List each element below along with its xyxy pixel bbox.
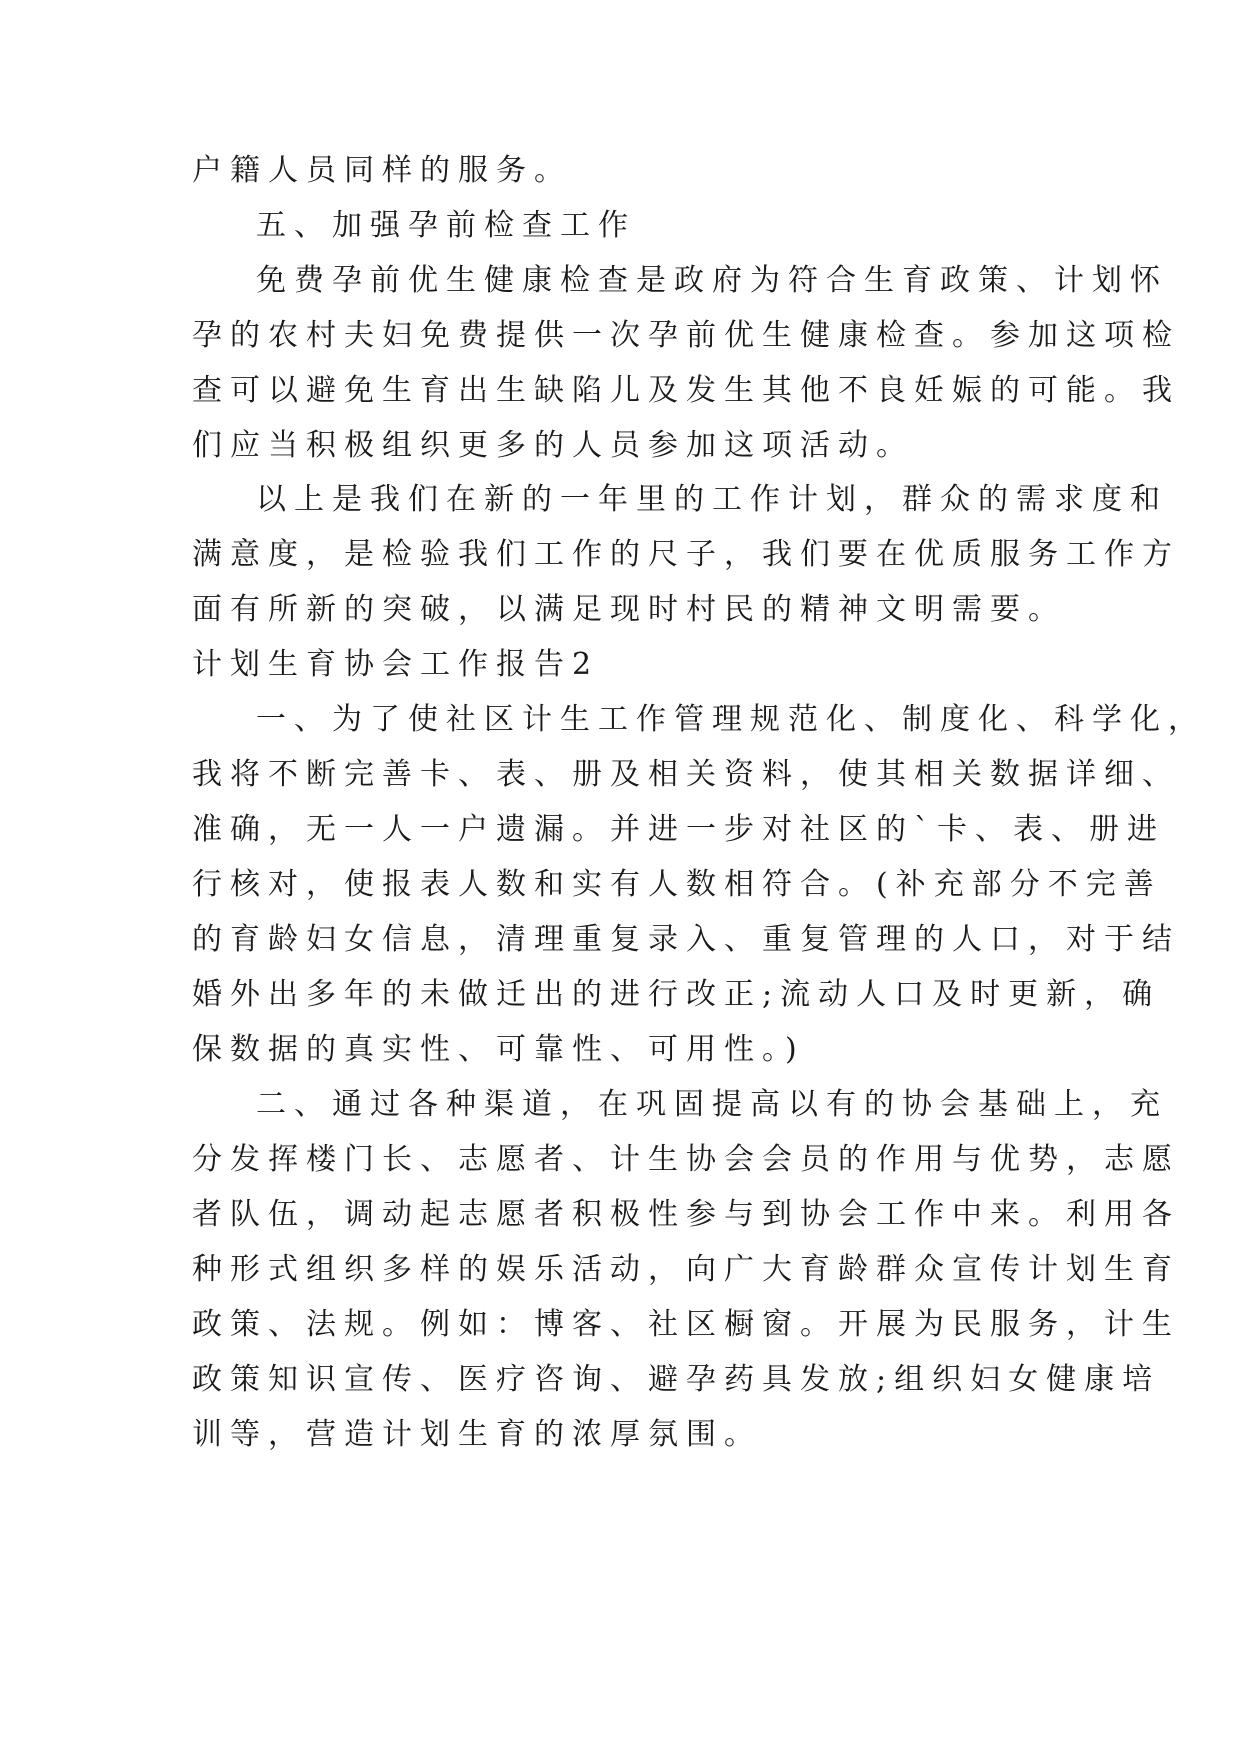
report-title: 计划生育协会工作报告2 [192, 647, 600, 682]
paragraph-line: 婚外出多年的未做迁出的进行改正;流动人口及时更新，确 [192, 977, 1161, 1012]
paragraph-line: 分发挥楼门长、志愿者、计生协会会员的作用与优势，志愿 [192, 1142, 1180, 1177]
paragraph-line: 满意度，是检验我们工作的尺子，我们要在优质服务工作方 [192, 537, 1180, 572]
paragraph-line: 训等，营造计划生育的浓厚氛围。 [192, 1417, 762, 1452]
paragraph-line: 一、为了使社区计生工作管理规范化、制度化、科学化， [256, 702, 1206, 737]
paragraph-line: 保数据的真实性、可靠性、可用性。) [192, 1032, 805, 1067]
section-heading: 五、加强孕前检查工作 [256, 208, 636, 243]
paragraph-line: 查可以避免生育出生缺陷儿及发生其他不良妊娠的可能。我 [192, 373, 1180, 408]
paragraph-line: 二、通过各种渠道，在巩固提高以有的协会基础上，充 [256, 1087, 1168, 1122]
paragraph-line: 们应当积极组织更多的人员参加这项活动。 [192, 428, 914, 463]
paragraph-line: 面有所新的突破，以满足现时村民的精神文明需要。 [192, 592, 1066, 627]
paragraph-line: 政策知识宣传、医疗咨询、避孕药具发放;组织妇女健康培 [192, 1362, 1161, 1397]
paragraph-line: 种形式组织多样的娱乐活动，向广大育龄群众宣传计划生育 [192, 1252, 1180, 1287]
paragraph-line: 的育龄妇女信息，清理重复录入、重复管理的人口，对于结 [192, 922, 1180, 957]
paragraph-line: 者队伍，调动起志愿者积极性参与到协会工作中来。利用各 [192, 1197, 1180, 1232]
paragraph-line: 行核对，使报表人数和实有人数相符合。(补充部分不完善 [192, 867, 1162, 902]
paragraph-line: 孕的农村夫妇免费提供一次孕前优生健康检查。参加这项检 [192, 318, 1180, 353]
paragraph-line: 户籍人员同样的服务。 [192, 153, 572, 188]
paragraph-line: 准确，无一人一户遗漏。并进一步对社区的`卡、表、册进 [192, 812, 1165, 847]
paragraph-line: 免费孕前优生健康检查是政府为符合生育政策、计划怀 [256, 263, 1168, 298]
paragraph-line: 政策、法规。例如：博客、社区橱窗。开展为民服务，计生 [192, 1307, 1180, 1342]
paragraph-line: 我将不断完善卡、表、册及相关资料，使其相关数据详细、 [192, 757, 1180, 792]
paragraph-line: 以上是我们在新的一年里的工作计划，群众的需求度和 [256, 482, 1168, 517]
